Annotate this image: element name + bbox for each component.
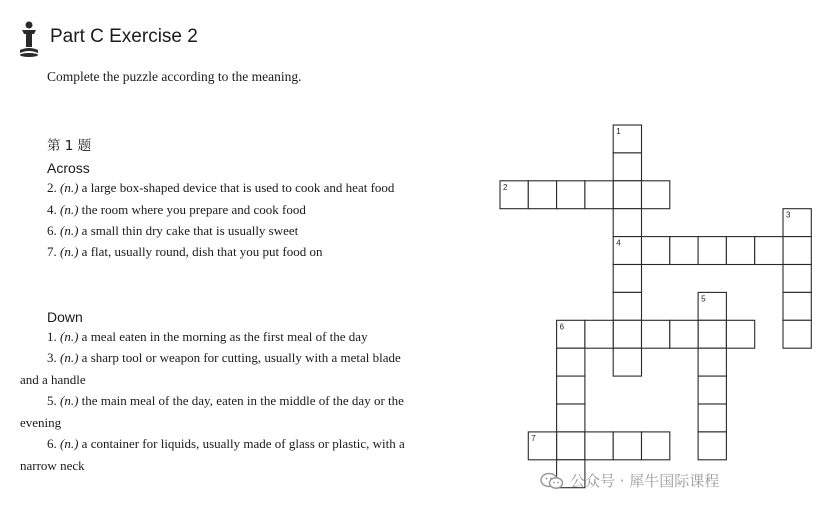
- crossword-cell[interactable]: [783, 292, 811, 320]
- crossword-cell[interactable]: [585, 181, 613, 209]
- clue-number: 2.: [47, 180, 57, 195]
- across-heading: Across: [47, 160, 90, 176]
- crossword-cell[interactable]: [670, 320, 698, 348]
- clue-number: 3.: [47, 350, 57, 365]
- crossword-cell[interactable]: [698, 432, 726, 460]
- page-title: Part C Exercise 2: [50, 26, 198, 47]
- crossword-cell[interactable]: [557, 432, 585, 460]
- clue-text: the main meal of the day, eaten in the middle of the day or the: [78, 393, 404, 408]
- watermark: [540, 470, 719, 491]
- crossword-cell[interactable]: [528, 181, 556, 209]
- part-of-speech: (n.): [60, 223, 79, 238]
- crossword-cell[interactable]: [726, 237, 754, 265]
- down-clue-3-continuation: and a handle: [20, 372, 86, 387]
- crossword-cell[interactable]: [585, 432, 613, 460]
- part-of-speech: (n.): [60, 350, 79, 365]
- clue-number: 6.: [47, 223, 57, 238]
- clue-number: 6.: [47, 436, 57, 451]
- crossword-cell[interactable]: [755, 237, 783, 265]
- cell-number-1: 1: [616, 127, 621, 136]
- clue-number: 5.: [47, 393, 57, 408]
- clue-text: a small thin dry cake that is usually sweet: [78, 223, 299, 238]
- instruction-text: Complete the puzzle according to the meaning.: [47, 69, 302, 84]
- cell-number-4: 4: [616, 238, 621, 248]
- down-clue-5-continuation: evening: [20, 415, 62, 430]
- crossword-cell[interactable]: [613, 265, 641, 293]
- crossword-cell[interactable]: [698, 237, 726, 265]
- crossword-cell[interactable]: [670, 237, 698, 265]
- crossword-cell[interactable]: [783, 320, 811, 348]
- crossword-cell[interactable]: [557, 181, 585, 209]
- down-clue-6-continuation: narrow neck: [20, 458, 85, 473]
- crossword-cell[interactable]: [613, 181, 641, 209]
- crossword-cell[interactable]: [698, 348, 726, 376]
- clue-text: a sharp tool or weapon for cutting, usually with a metal blade: [78, 350, 401, 365]
- crossword-cell[interactable]: [783, 265, 811, 293]
- part-of-speech: (n.): [60, 180, 79, 195]
- crossword-cell[interactable]: [585, 320, 613, 348]
- part-of-speech: (n.): [60, 436, 79, 451]
- crossword-cell[interactable]: [698, 404, 726, 432]
- crossword-cell[interactable]: [613, 209, 641, 237]
- part-of-speech: (n.): [60, 393, 79, 408]
- cell-number-6: 6: [559, 322, 565, 332]
- crossword-cell[interactable]: [726, 320, 754, 348]
- puzzle-number-label: 第 1 题: [47, 138, 92, 154]
- crossword-cell[interactable]: [613, 348, 641, 376]
- cell-number-7: 7: [531, 433, 536, 443]
- crossword-cell[interactable]: [613, 432, 641, 460]
- crossword-cell[interactable]: [698, 320, 726, 348]
- crossword-cell[interactable]: [557, 348, 585, 376]
- clue-text: a container for liquids, usually made of glass or plastic, with a: [78, 436, 405, 451]
- crossword-cell[interactable]: [642, 432, 670, 460]
- part-of-speech: (n.): [60, 202, 79, 217]
- cell-number-3: 3: [786, 210, 791, 220]
- clue-text: a large box-shaped device that is used to cook and heat food: [78, 180, 395, 195]
- clue-text: a flat, usually round, dish that you put food on: [78, 244, 323, 259]
- clue-text: the room where you prepare and cook food: [78, 202, 306, 217]
- crossword-cell[interactable]: [557, 376, 585, 404]
- crossword-cell[interactable]: [783, 237, 811, 265]
- cell-number-5: 5: [701, 294, 706, 304]
- crossword-cell[interactable]: [642, 237, 670, 265]
- cell-number-2: 2: [503, 182, 508, 192]
- crossword-cell[interactable]: [642, 181, 670, 209]
- crossword-cell[interactable]: [642, 320, 670, 348]
- down-heading: Down: [47, 309, 83, 325]
- clue-number: 1.: [47, 329, 57, 344]
- crossword-cell[interactable]: [557, 404, 585, 432]
- crossword-cell[interactable]: [613, 153, 641, 181]
- wechat-icon: [540, 472, 564, 490]
- clue-text: a meal eaten in the morning as the first meal of the day: [78, 329, 368, 344]
- clue-number: 4.: [47, 202, 57, 217]
- clue-number: 7.: [47, 244, 57, 259]
- part-of-speech: (n.): [60, 244, 79, 259]
- crossword-cell[interactable]: [698, 376, 726, 404]
- crossword-cell[interactable]: [613, 320, 641, 348]
- watermark-text: 公众号 · 犀牛国际课程: [570, 472, 720, 490]
- part-of-speech: (n.): [60, 329, 79, 344]
- crossword-cell[interactable]: [613, 292, 641, 320]
